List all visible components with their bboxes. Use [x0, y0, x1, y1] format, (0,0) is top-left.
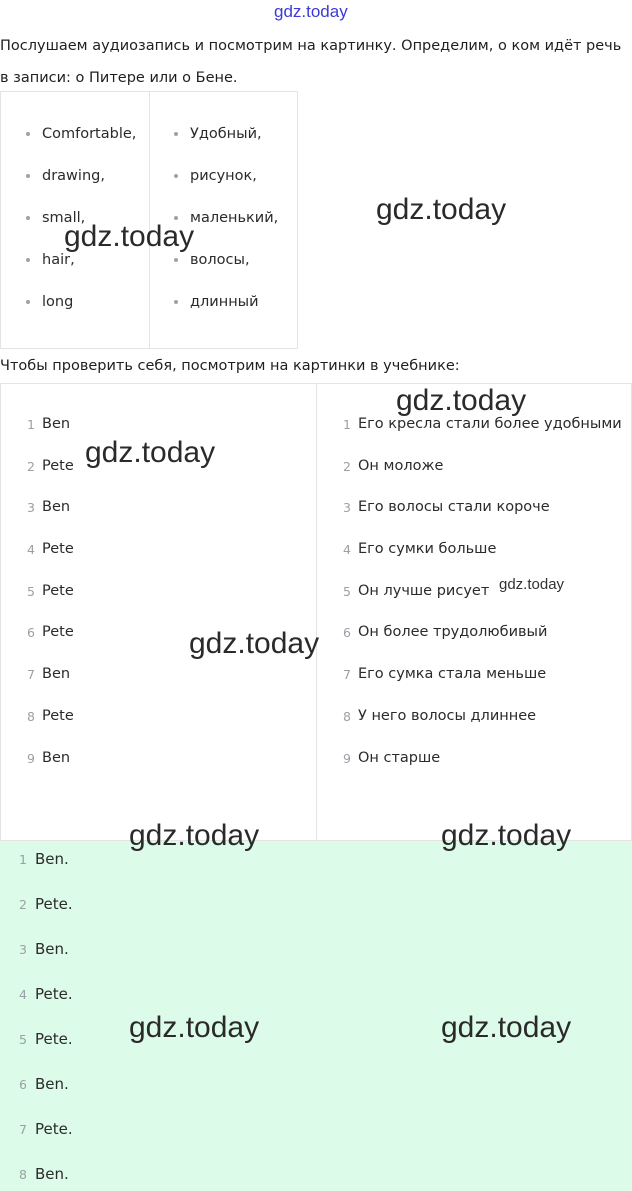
check-name-item: [1, 487, 316, 529]
watermark: gdz.today: [129, 819, 260, 852]
item-text: Его волосы стали короче: [358, 499, 550, 516]
item-number: 7: [19, 1122, 27, 1137]
item-text: Он лучше рисует: [358, 582, 490, 599]
check-name-item: [1, 404, 316, 446]
item-text: Pete: [42, 457, 74, 474]
check-name-item: [1, 696, 316, 738]
item-text: Ben: [42, 416, 71, 432]
vocab-russian-item: маленький,: [150, 198, 298, 240]
item-text: Ben.: [35, 1165, 69, 1183]
item-number: 1: [343, 417, 351, 432]
item-number: 7: [27, 667, 35, 683]
vocab-russian-item: длинный: [150, 282, 298, 324]
item-text: Pete: [42, 624, 74, 641]
item-text: Он моложе: [358, 457, 444, 474]
item-number: 1: [27, 417, 35, 432]
item-text: Pete.: [35, 985, 73, 1003]
item-number: 7: [343, 667, 351, 683]
check-name-item: [1, 654, 316, 696]
answer-item: [19, 1119, 73, 1139]
check-table: [0, 383, 632, 841]
item-text: Его сумки больше: [358, 541, 497, 558]
check-title: Чтобы проверить себя, посмотрим на картинки в учебнике:: [0, 358, 460, 374]
watermark: gdz.today: [441, 819, 572, 852]
item-text: Его кресла стали более удобными: [358, 416, 622, 432]
item-number: 3: [19, 942, 27, 957]
watermark: gdz.today: [376, 193, 507, 226]
item-number: 4: [343, 542, 351, 558]
check-statement-item: [317, 696, 632, 738]
item-text: Ben: [42, 499, 71, 516]
item-number: 9: [27, 750, 35, 766]
vocab-russian-item: рисунок,: [150, 156, 298, 198]
check-statements-column: [317, 384, 632, 840]
check-statement-item: [317, 529, 632, 571]
item-text: У него волосы длиннее: [358, 707, 537, 724]
answer-item: [19, 849, 69, 869]
check-statement-item: [317, 738, 632, 780]
check-statement-item: [317, 571, 632, 613]
item-number: 8: [27, 708, 35, 724]
check-statement-item: [317, 404, 632, 446]
item-text: Он более трудолюбивый: [358, 624, 548, 641]
item-number: 5: [19, 1032, 27, 1047]
intro-text: Послушаем аудиозапись и посмотрим на картинку. Определим, о ком идёт речь в записи: о Питере или о Бене.: [0, 38, 622, 86]
item-number: 2: [343, 458, 351, 474]
item-number: 8: [343, 708, 351, 724]
item-number: 3: [27, 500, 35, 516]
item-text: Ben.: [35, 850, 69, 868]
vocabulary-english-column: [1, 92, 150, 348]
vocab-russian-item: волосы,: [150, 240, 298, 282]
answer-item: [19, 939, 69, 959]
vocab-english-item: drawing,: [1, 156, 149, 198]
watermark: gdz.today: [499, 576, 565, 593]
check-name-item: [1, 612, 316, 654]
watermark: gdz.today: [441, 1011, 572, 1044]
check-statement-item: [317, 612, 632, 654]
answer-item: [19, 1164, 69, 1184]
item-number: 5: [27, 583, 35, 599]
answer-item: [19, 1029, 73, 1049]
vocab-english-item: small,: [1, 198, 149, 240]
item-text: Pete: [42, 707, 74, 724]
item-number: 6: [19, 1077, 27, 1092]
item-number: 1: [19, 852, 27, 867]
item-text: Его сумка стала меньше: [358, 666, 547, 683]
check-statement-item: [317, 446, 632, 488]
watermark-top: gdz.today: [274, 2, 348, 21]
item-number: 6: [343, 625, 351, 641]
item-number: 3: [343, 500, 351, 516]
answer-item: [19, 984, 73, 1004]
item-number: 8: [19, 1167, 27, 1182]
check-name-item: [1, 571, 316, 613]
watermark: gdz.today: [189, 627, 320, 660]
item-text: Он старше: [358, 749, 441, 766]
answer-item: [19, 894, 73, 914]
answers-block: [0, 841, 632, 1191]
check-statement-item: [317, 654, 632, 696]
item-number: 4: [27, 542, 35, 558]
item-text: Ben.: [35, 1075, 69, 1093]
item-text: Pete.: [35, 895, 73, 913]
watermark: gdz.today: [396, 384, 527, 417]
watermark: gdz.today: [64, 220, 195, 253]
check-statement-item: [317, 487, 632, 529]
vocab-russian-item: Удобный,: [150, 114, 298, 156]
check-name-item: [1, 738, 316, 780]
item-number: 2: [27, 458, 35, 474]
item-number: 2: [19, 897, 27, 912]
item-text: Pete: [42, 541, 74, 558]
check-name-item: [1, 446, 316, 488]
vocabulary-table: [0, 91, 298, 349]
vocabulary-russian-column: [150, 92, 298, 348]
check-name-item: [1, 529, 316, 571]
item-number: 5: [343, 583, 351, 599]
item-number: 6: [27, 625, 35, 641]
item-text: Ben: [42, 666, 71, 683]
vocab-english-item: long: [1, 282, 149, 324]
watermark: gdz.today: [85, 436, 216, 469]
item-number: 9: [343, 750, 351, 766]
item-number: 4: [19, 987, 27, 1002]
vocab-english-item: Comfortable,: [1, 114, 149, 156]
vocab-english-item: hair,: [1, 240, 149, 282]
item-text: Ben: [42, 749, 71, 766]
item-text: Ben.: [35, 940, 69, 958]
watermark: gdz.today: [129, 1011, 260, 1044]
item-text: Pete.: [35, 1030, 73, 1048]
item-text: Pete.: [35, 1120, 73, 1138]
answer-item: [19, 1074, 69, 1094]
item-text: Pete: [42, 582, 74, 599]
check-names-column: [1, 384, 320, 840]
